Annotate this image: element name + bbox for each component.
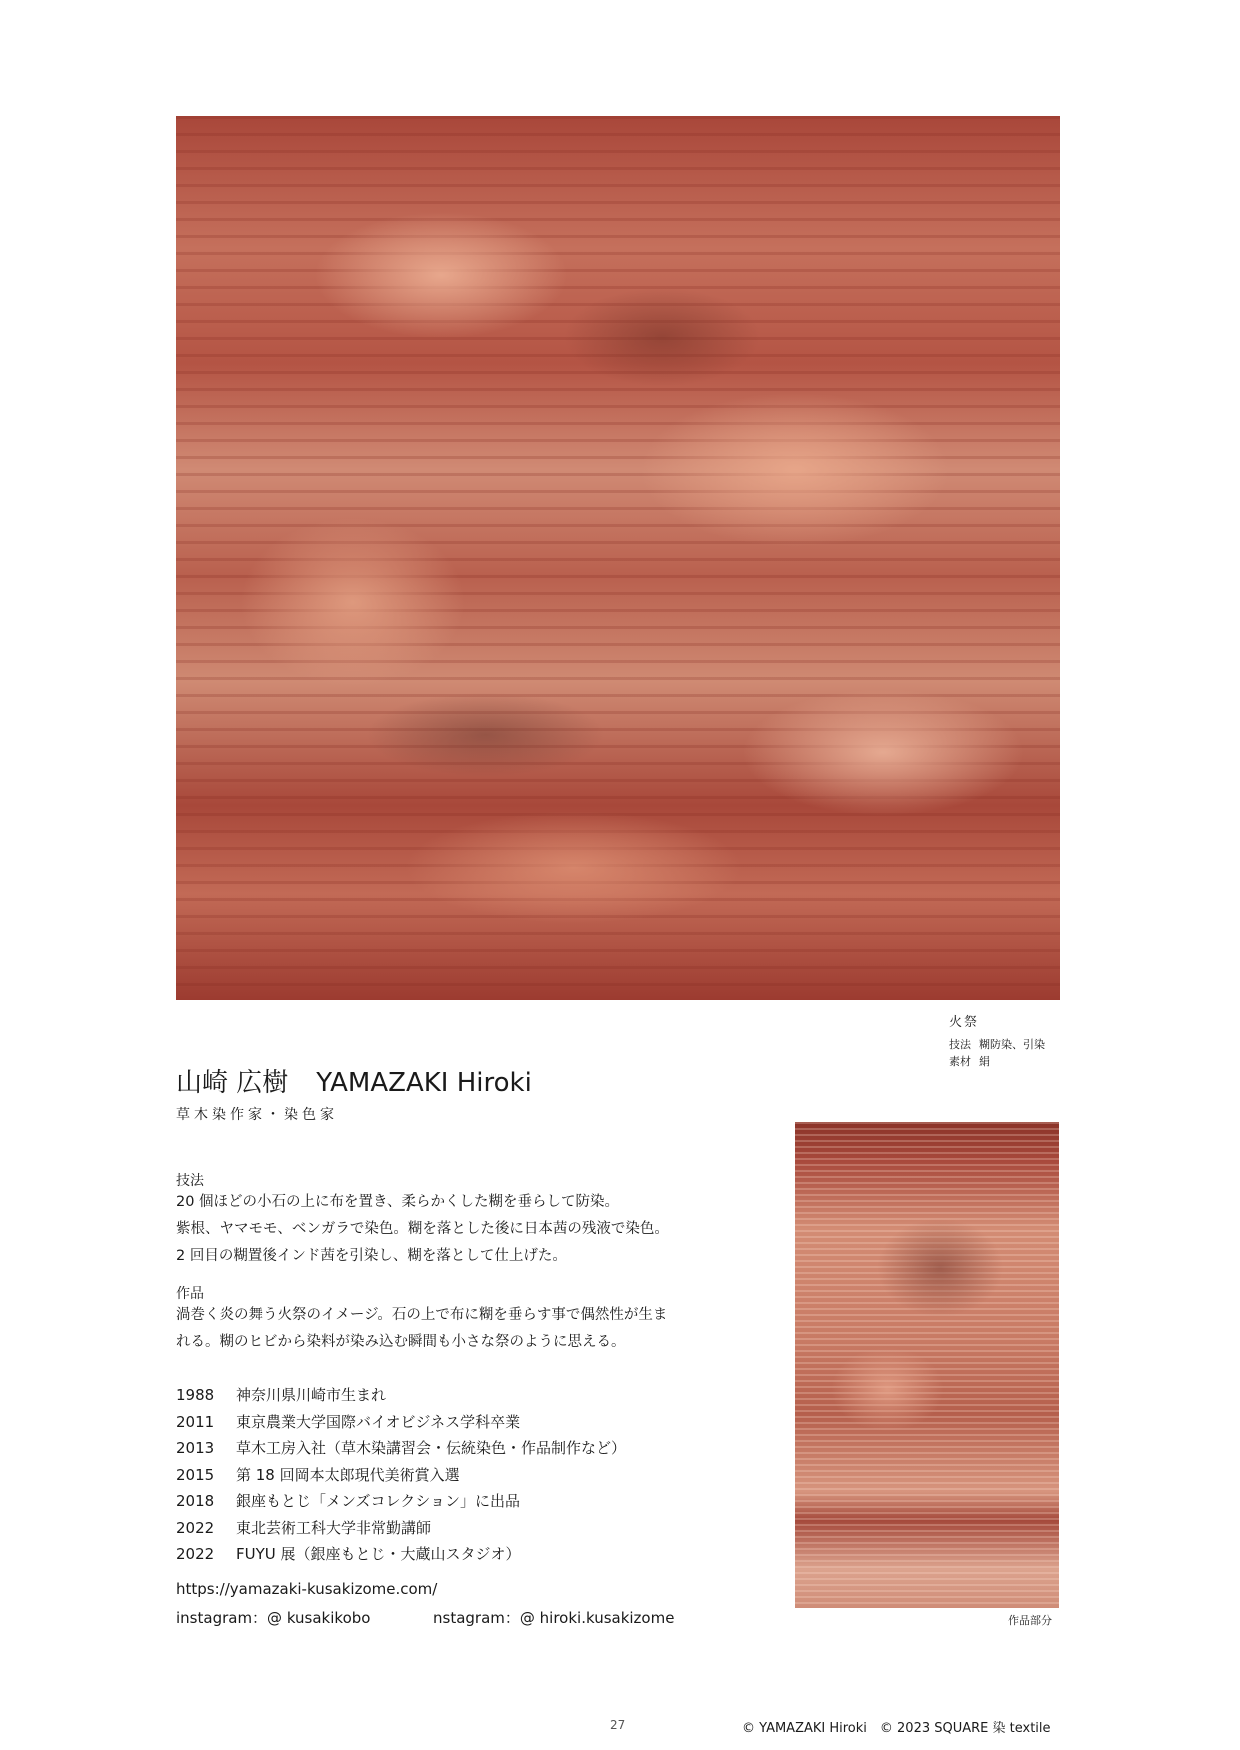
- history-year: 2018: [176, 1492, 215, 1510]
- work-paragraph: [176, 1302, 667, 1356]
- history-row: [176, 1541, 626, 1568]
- history-text: 第 18 回岡本太郎現代美術賞入選: [236, 1465, 460, 1484]
- history-year: 2022: [176, 1518, 215, 1537]
- history-row: [176, 1515, 626, 1542]
- artist-role: 草木染作家・染色家: [176, 1107, 338, 1123]
- detail-caption: 作品部分: [1008, 1614, 1052, 1627]
- history-row: [176, 1462, 626, 1489]
- history-row: [176, 1435, 626, 1462]
- history-year: 1988: [176, 1386, 215, 1404]
- work-line: 渦巻く炎の舞う火祭のイメージ。石の上で布に糊を垂らす事で偶然性が生ま: [176, 1307, 668, 1323]
- artwork-title: 火祭: [949, 1015, 980, 1030]
- history-row: [176, 1488, 626, 1515]
- instagram-kusakikobo-link[interactable]: instagram：@ kusakikobo: [176, 1609, 371, 1627]
- technique-line: 20 個ほどの小石の上に布を置き、柔らかくした糊を垂らして防染。: [176, 1194, 619, 1210]
- technique-paragraph: [176, 1189, 669, 1270]
- artist-name: [176, 1062, 532, 1099]
- history-text: 草木工房入社（草木染講習会・伝統染色・作品制作など）: [236, 1439, 627, 1457]
- history-row: [176, 1409, 626, 1436]
- material-caption-label: 素材: [949, 1055, 971, 1068]
- history-text: FUYU 展（銀座もとじ・大蔵山スタジオ）: [236, 1545, 521, 1563]
- technique-heading: 技法: [176, 1173, 204, 1189]
- website-link[interactable]: https://yamazaki-kusakizome.com/: [176, 1580, 438, 1598]
- history-text: 東北芸術工科大学非常勤講師: [236, 1518, 432, 1537]
- work-line: れる。糊のヒビから染料が染み込む瞬間も小さな祭のように思える。: [176, 1334, 626, 1350]
- history-year: 2015: [176, 1465, 215, 1484]
- technique-line: 紫根、ヤマモモ、ベンガラで染色。糊を落とした後に日本茜の残液で染色。: [176, 1221, 669, 1237]
- artwork-image: [176, 116, 1060, 1000]
- copyright: © YAMAZAKI Hiroki © 2023 SQUARE 染 textile: [742, 1721, 1051, 1736]
- history-year: 2011: [176, 1412, 215, 1431]
- artist-name-ja: 山崎 広樹: [176, 1068, 289, 1098]
- history-text: 神奈川県川崎市生まれ: [236, 1386, 387, 1404]
- history-list: [176, 1382, 626, 1568]
- artwork-technique-caption: [949, 1036, 1045, 1052]
- detail-image: [795, 1122, 1059, 1608]
- work-heading: 作品: [176, 1286, 204, 1302]
- history-year: 2013: [176, 1439, 215, 1457]
- history-row: [176, 1382, 626, 1409]
- artwork-material-caption: [949, 1053, 990, 1069]
- material-caption-value: 絹: [979, 1055, 990, 1068]
- page-number: 27: [610, 1718, 626, 1732]
- history-text: 銀座もとじ「メンズコレクション」に出品: [236, 1492, 520, 1510]
- artist-name-en: YAMAZAKI Hiroki: [316, 1068, 532, 1098]
- technique-caption-label: 技法: [949, 1038, 971, 1051]
- history-year: 2022: [176, 1545, 215, 1563]
- history-text: 東京農業大学国際バイオビジネス学科卒業: [236, 1412, 521, 1431]
- instagram-hiroki-link[interactable]: nstagram：@ hiroki.kusakizome: [433, 1609, 675, 1627]
- technique-line: 2 回目の糊置後インド茜を引染し、糊を落として仕上げた。: [176, 1248, 567, 1264]
- technique-caption-value: 糊防染、引染: [979, 1038, 1045, 1051]
